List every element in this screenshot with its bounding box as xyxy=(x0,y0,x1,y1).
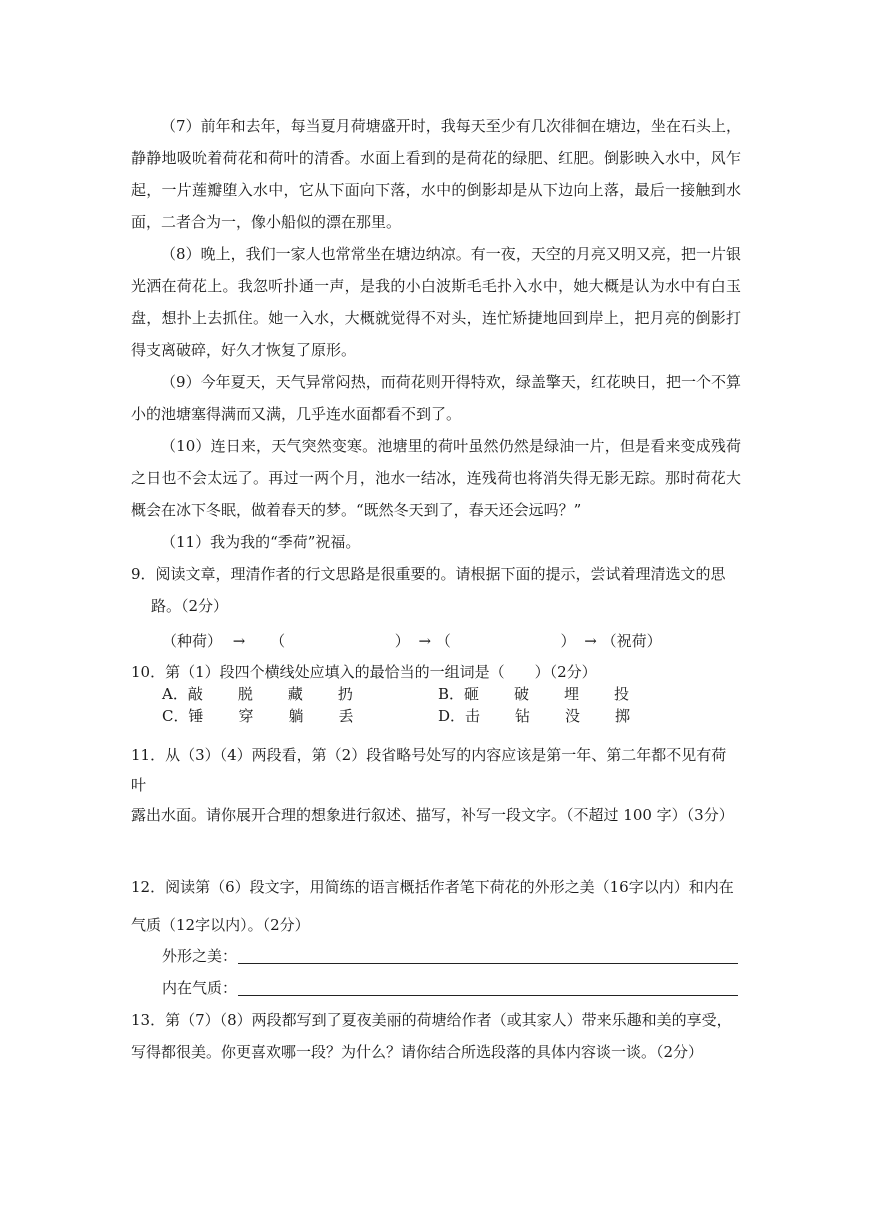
options-row-1 xyxy=(162,682,722,706)
option-d[interactable]: D．击 钻 没 掷 xyxy=(438,707,631,725)
question-11-line1: 11．从（3）（4）两段看，第（2）段省略号处写的内容应该是第一年、第二年都不见有荷叶 xyxy=(131,746,727,794)
option-a[interactable]: A．敲 脱 藏 扔 xyxy=(162,685,353,703)
blank-1-open: （ xyxy=(270,632,286,650)
question-9-line2: 路。（2分） xyxy=(151,597,229,615)
label-inner-quality: 内在气质： xyxy=(162,979,238,997)
option-b[interactable]: B．砸 破 埋 投 xyxy=(438,685,630,703)
answer-line-outer-beauty[interactable] xyxy=(238,963,738,964)
blank-2-close: ） xyxy=(560,632,576,650)
answer-area-13[interactable] xyxy=(131,1070,741,1190)
question-10-stem: 10．第（1）段四个横线处应填入的最恰当的一组词是（ ）（2分） xyxy=(131,663,597,681)
question-12 xyxy=(131,868,741,944)
options-row-2 xyxy=(162,704,722,728)
flow-end: （祝荷） xyxy=(601,632,662,650)
arrow-icon: → xyxy=(418,632,432,650)
question-9-flow xyxy=(162,626,722,656)
question-9-line1: 9．阅读文章，理清作者的行文思路是很重要的。请根据下面的提示，尝试着理清选文的思 xyxy=(131,565,726,583)
question-11-line2: 露出水面。请你展开合理的想象进行叙述、描写，补写一段文字。（不超过 100 字）（3分） xyxy=(131,806,734,824)
arrow-icon: → xyxy=(232,632,246,650)
question-13 xyxy=(131,1004,741,1068)
arrow-icon: → xyxy=(584,632,597,650)
paragraph-8: （8）晚上，我们一家人也常常坐在塘边纳凉。有一夜，天空的月亮又明又亮，把一片银光洒在荷花上。我忽听扑通一声，是我的小白波斯毛毛扑入水中，她大概是认为水中有白玉盘，想扑上去抓住。她一入水，大概就觉得不对头，连忙矫捷地回到岸上，把月亮的倒影打得支离破碎，好久才恢复了原形。 xyxy=(131,245,741,359)
blank-2-open: （ xyxy=(435,632,451,650)
question-13-line1: 13．第（7）（8）两段都写到了夏夜美丽的荷塘给作者（或其家人）带来乐趣和美的享受， xyxy=(131,1011,732,1029)
paragraph-9: （9）今年夏天，天气异常闷热，而荷花则开得特欢，绿盖擎天，红花映日，把一个不算小的池塘塞得满而又满，几乎连水面都看不到了。 xyxy=(131,373,741,423)
blank-1-close: ） xyxy=(394,632,410,650)
question-12-line1: 12．阅读第（6）段文字，用简练的语言概括作者笔下荷花的外形之美（16字以内）和内在 xyxy=(131,878,734,896)
option-c[interactable]: C．锤 穿 躺 丢 xyxy=(162,707,354,725)
paragraph-11: （11）我为我的“季荷”祝福。 xyxy=(161,533,361,551)
paragraph-7: （7）前年和去年，每当夏月荷塘盛开时，我每天至少有几次徘徊在塘边，坐在石头上，静静地吸吮着荷花和荷叶的清香。水面上看到的是荷花的绿肥、红肥。倒影映入水中，风乍起，一片莲瓣堕入水中，它从下面向下落，水中的倒影却是从下边向上落，最后一接触到水面，二者合为一，像小船似的漂在那里。 xyxy=(131,117,741,231)
question-9 xyxy=(131,558,741,622)
flow-start: （种荷） xyxy=(162,632,223,650)
label-outer-beauty: 外形之美： xyxy=(162,947,238,965)
answer-line-inner-quality[interactable] xyxy=(238,995,738,996)
paragraph-10: （10）连日来，天气突然变寒。池塘里的荷叶虽然仍然是绿油一片，但是看来变成残荷之日也不会太远了。再过一两个月，池水一结冰，连残荷也将消失得无影无踪。那时荷花大概会在冰下冬眠，做着春天的梦。“既然冬天到了，春天还会远吗？” xyxy=(131,437,741,519)
question-13-line2: 写得都很美。你更喜欢哪一段？为什么？请你结合所选段落的具体内容谈一谈。（2分） xyxy=(131,1043,704,1061)
answer-area-11[interactable] xyxy=(131,802,741,862)
question-12-line2: 气质（12字以内）。（2分） xyxy=(131,916,310,934)
